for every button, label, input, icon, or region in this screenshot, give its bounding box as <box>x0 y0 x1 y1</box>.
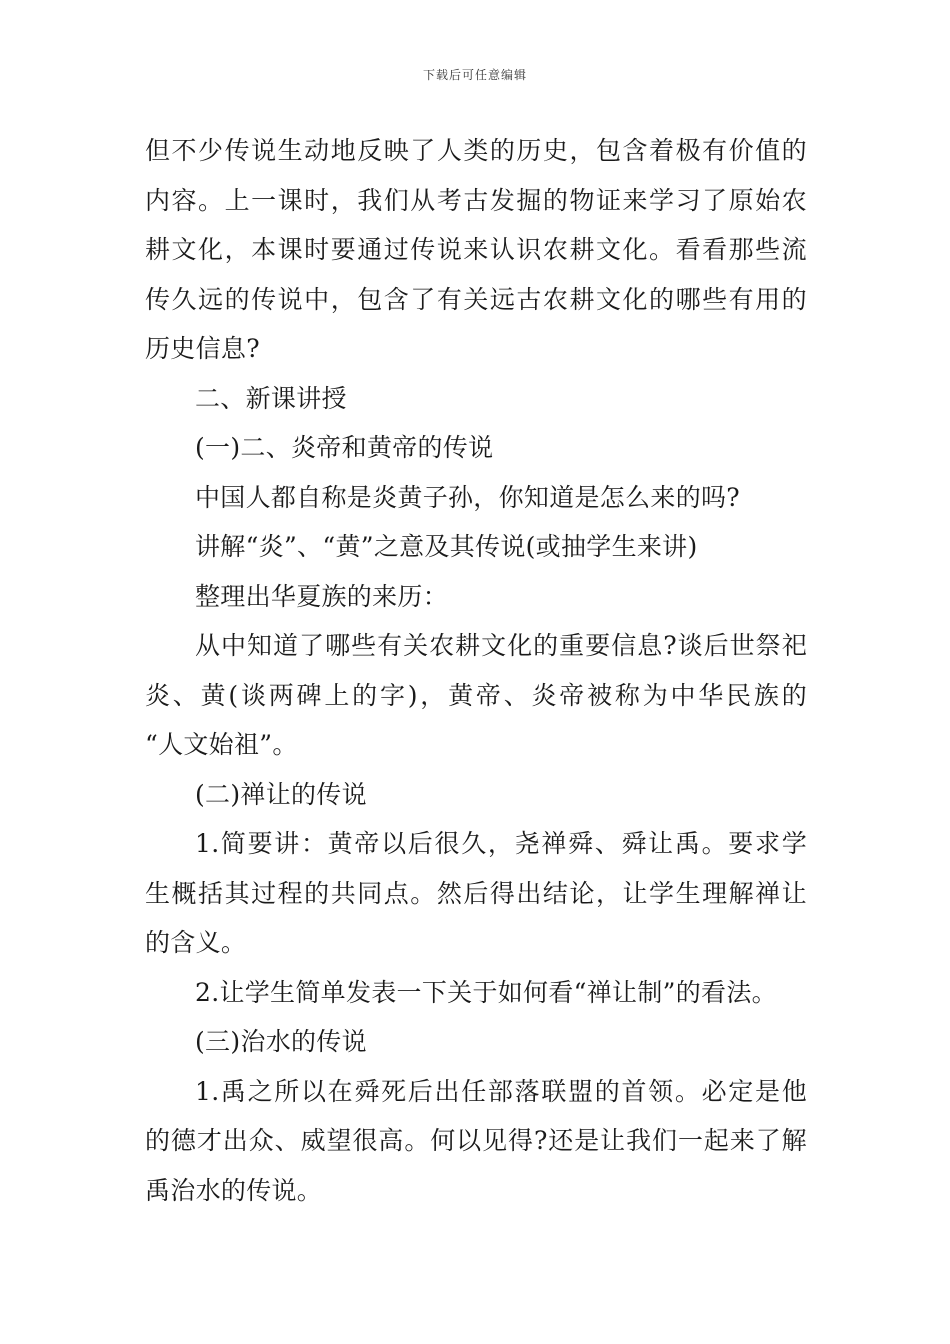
text-line: 二、新课讲授 <box>195 383 347 413</box>
text-line: 禹治水的传说。 <box>145 1175 323 1205</box>
text-line: 1.简要讲：黄帝以后很久，尧禅舜、舜让禹。要求学 <box>195 829 807 858</box>
text-line: 但不少传说生动地反映了人类的历史，包含着极有价值的 <box>145 136 807 165</box>
text-line: 的含义。 <box>145 928 247 957</box>
text-line: “人文始祖”。 <box>145 730 298 759</box>
text-line: 炎、黄(谈两碑上的字)，黄帝、炎帝被称为中华民族的 <box>145 680 807 710</box>
text-line: (一)二、炎帝和黄帝的传说 <box>195 433 494 462</box>
text-line: 讲解“炎”、“黄”之意及其传说(或抽学生来讲) <box>195 532 698 561</box>
text-line: 2.让学生简单发表一下关于如何看“禅让制”的看法。 <box>195 977 777 1007</box>
text-line: 内容。上一课时，我们从考古发掘的物证来学习了原始农 <box>145 185 807 215</box>
text-line: 耕文化，本课时要通过传说来认识农耕文化。看看那些流 <box>145 235 807 264</box>
text-line: 整理出华夏族的来历： <box>195 581 449 611</box>
text-line: 中国人都自称是炎黄子孙，你知道是怎么来的吗? <box>195 482 741 512</box>
text-line: (三)治水的传说 <box>195 1027 367 1056</box>
text-line: (二)禅让的传说 <box>195 779 367 809</box>
text-line: 1.禹之所以在舜死后出任部落联盟的首领。必定是他 <box>195 1076 807 1106</box>
page-header-note: 下载后可任意编辑 <box>422 68 527 82</box>
text-line: 传久远的传说中，包含了有关远古农耕文化的哪些有用的 <box>145 284 807 314</box>
text-line: 的德才出众、威望很高。何以见得?还是让我们一起来了解 <box>145 1126 807 1155</box>
document-body <box>145 126 807 1215</box>
text-line: 从中知道了哪些有关农耕文化的重要信息?谈后世祭祀 <box>195 631 807 660</box>
text-line: 历史信息? <box>145 334 260 363</box>
text-line: 生概括其过程的共同点。然后得出结论，让学生理解禅让 <box>145 878 807 908</box>
